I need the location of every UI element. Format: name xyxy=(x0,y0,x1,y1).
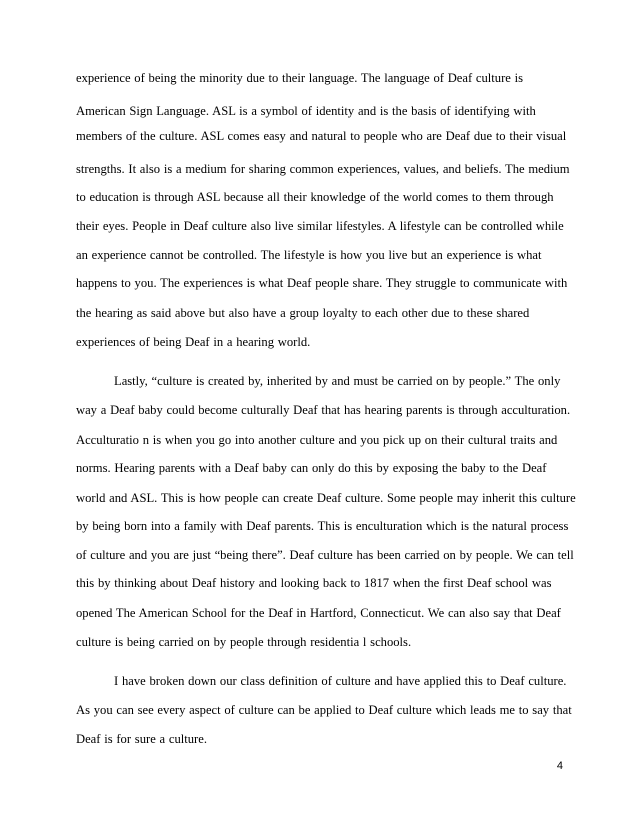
paragraph-2-line-10: culture is being carried on by people through residentia l schools. xyxy=(76,635,412,649)
paragraph-1-line-6: their eyes. People in Deaf culture also live similar lifestyles. A lifestyle can be controlled while xyxy=(76,219,564,233)
paragraph-1-line-8: happens to you. The experiences is what Deaf people share. They struggle to communicate with xyxy=(76,276,568,290)
paragraph-3-line-3: Deaf is for sure a culture. xyxy=(76,732,207,746)
paragraph-1-line-4: strengths. It also is a medium for sharing common experiences, values, and beliefs. The medium xyxy=(76,162,570,176)
paragraph-2-line-4: norms. Hearing parents with a Deaf baby can only do this by exposing the baby to the Deaf xyxy=(76,461,547,475)
paragraph-1-line-10: experiences of being Deaf in a hearing world. xyxy=(76,335,311,349)
paragraph-2-line-5: world and ASL. This is how people can create Deaf culture. Some people may inherit this culture xyxy=(76,491,576,505)
paragraph-2-line-6: by being born into a family with Deaf parents. This is enculturation which is the natural process xyxy=(76,519,569,533)
paragraph-2-line-1: Lastly, “culture is created by, inherited by and must be carried on by people.” The only xyxy=(114,374,561,388)
paragraph-1-line-9: the hearing as said above but also have a group loyalty to each other due to these shared xyxy=(76,306,530,320)
page-number: 4 xyxy=(556,760,563,772)
paragraph-3-line-2: As you can see every aspect of culture can be applied to Deaf culture which leads me to say that xyxy=(76,703,572,717)
paragraph-1-line-1: experience of being the minority due to their language. The language of Deaf culture is xyxy=(76,71,524,85)
paragraph-2-line-8: this by thinking about Deaf history and looking back to 1817 when the first Deaf school was xyxy=(76,576,552,590)
paragraph-2-line-9: opened The American School for the Deaf in Hartford, Connecticut. We can also say that Deaf xyxy=(76,606,561,620)
paragraph-3-line-1: I have broken down our class definition of culture and have applied this to Deaf culture. xyxy=(114,674,567,688)
paragraph-1-line-5: to education is through ASL because all their knowledge of the world comes to them through xyxy=(76,190,554,204)
paragraph-1-line-2: American Sign Language. ASL is a symbol of identity and is the basis of identifying with xyxy=(76,104,536,118)
paragraph-2-line-7: of culture and you are just “being there”. Deaf culture has been carried on by people. We can tell xyxy=(76,548,574,562)
paragraph-1-line-7: an experience cannot be controlled. The lifestyle is how you live but an experience is what xyxy=(76,248,542,262)
paragraph-2-line-3: Acculturatio n is when you go into another culture and you pick up on their cultural traits and xyxy=(76,433,558,447)
paragraph-1-line-3: members of the culture. ASL comes easy and natural to people who are Deaf due to their visual xyxy=(76,129,567,143)
paragraph-2-line-2: way a Deaf baby could become culturally Deaf that has hearing parents is through acculturation. xyxy=(76,403,571,417)
